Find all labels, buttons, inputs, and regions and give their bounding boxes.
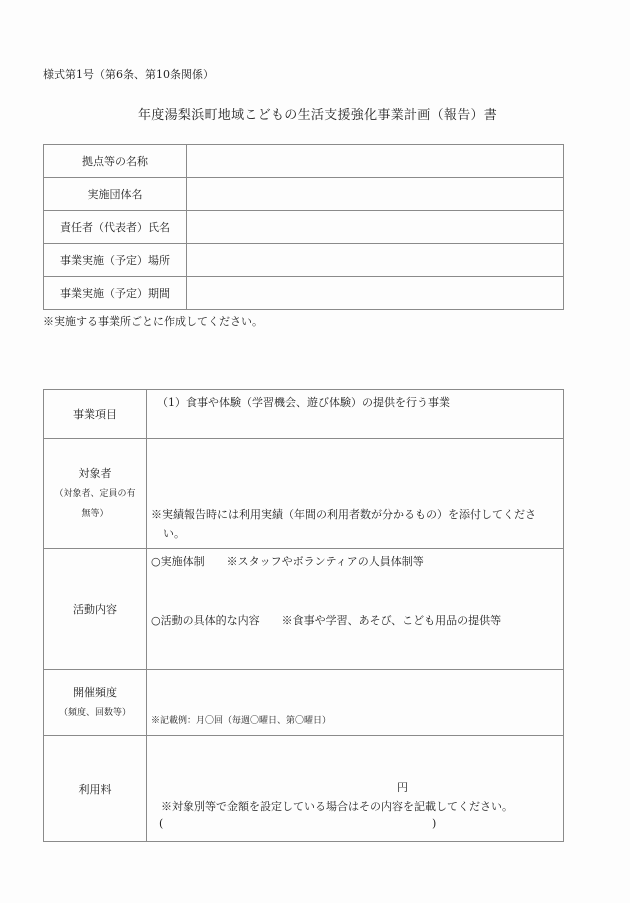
row-label: 事業実施（予定）期間 xyxy=(44,277,187,310)
target-sub-label: （対象者、定員の有 xyxy=(54,488,136,499)
basic-info-note: ※実施する事業所ごとに作成してください。 xyxy=(43,315,263,328)
fee-paren-open: ( xyxy=(159,817,164,830)
frequency-row xyxy=(44,670,564,736)
activity-row xyxy=(44,549,564,670)
activity-item-content: ○活動の具体的な内容 ※食事や学習、あそび、こども用品の提供等 xyxy=(151,614,502,627)
target-sub-label-2: 無等） xyxy=(81,508,109,519)
activity-item-staffing: ○実施体制 ※スタッフやボランティアの人員体制等 xyxy=(151,555,424,568)
business-item-label: 事業項目 xyxy=(44,390,147,439)
fee-paren-close: ) xyxy=(432,817,437,830)
frequency-label: 開催頻度 xyxy=(73,685,117,699)
target-note: ※実績報告時には利用実績（年間の利用者数が分かるもの）を添付してくださ xyxy=(151,508,536,521)
activity-field[interactable] xyxy=(147,549,564,670)
period-field[interactable] xyxy=(187,277,564,310)
row-label: 拠点等の名称 xyxy=(44,145,187,178)
frequency-label-cell xyxy=(44,670,147,736)
table-row xyxy=(44,211,564,244)
frequency-example: ※記載例：月〇回（毎週〇曜日、第〇曜日） xyxy=(151,716,332,726)
target-note-cont: い。 xyxy=(163,527,185,540)
target-row xyxy=(44,439,564,549)
row-label: 事業実施（予定）場所 xyxy=(44,244,187,277)
fee-row xyxy=(44,736,564,842)
table-row xyxy=(44,178,564,211)
frequency-field[interactable] xyxy=(147,670,564,736)
business-item-row xyxy=(44,390,564,439)
target-label-cell xyxy=(44,439,147,549)
fee-label: 利用料 xyxy=(44,736,147,842)
facility-name-field[interactable] xyxy=(187,145,564,178)
fee-note: ※対象別等で金額を設定している場合はその内容を記載してください。 xyxy=(161,800,513,813)
target-label: 対象者 xyxy=(78,466,112,480)
organization-name-field[interactable] xyxy=(187,178,564,211)
basic-info-table xyxy=(43,144,564,310)
table-row xyxy=(44,145,564,178)
frequency-sub-label: （頻度、回数等） xyxy=(58,707,131,718)
plan-table xyxy=(43,389,564,842)
business-item-field[interactable] xyxy=(147,390,564,439)
activity-label: 活動内容 xyxy=(44,549,147,670)
business-item-value: （1）食事や体験（学習機会、遊び体験）の提供を行う事業 xyxy=(157,396,450,409)
location-field[interactable] xyxy=(187,244,564,277)
fee-field[interactable] xyxy=(147,736,564,842)
row-label: 実施団体名 xyxy=(44,178,187,211)
fee-unit: 円 xyxy=(397,781,408,794)
target-field[interactable] xyxy=(147,439,564,549)
table-row xyxy=(44,244,564,277)
representative-name-field[interactable] xyxy=(187,211,564,244)
row-label: 責任者（代表者）氏名 xyxy=(44,211,187,244)
table-row xyxy=(44,277,564,310)
document-title: 年度湯梨浜町地域こどもの生活支援強化事業計画（報告）書 xyxy=(138,108,498,123)
form-number: 様式第1号（第6条、第10条関係） xyxy=(43,68,214,81)
